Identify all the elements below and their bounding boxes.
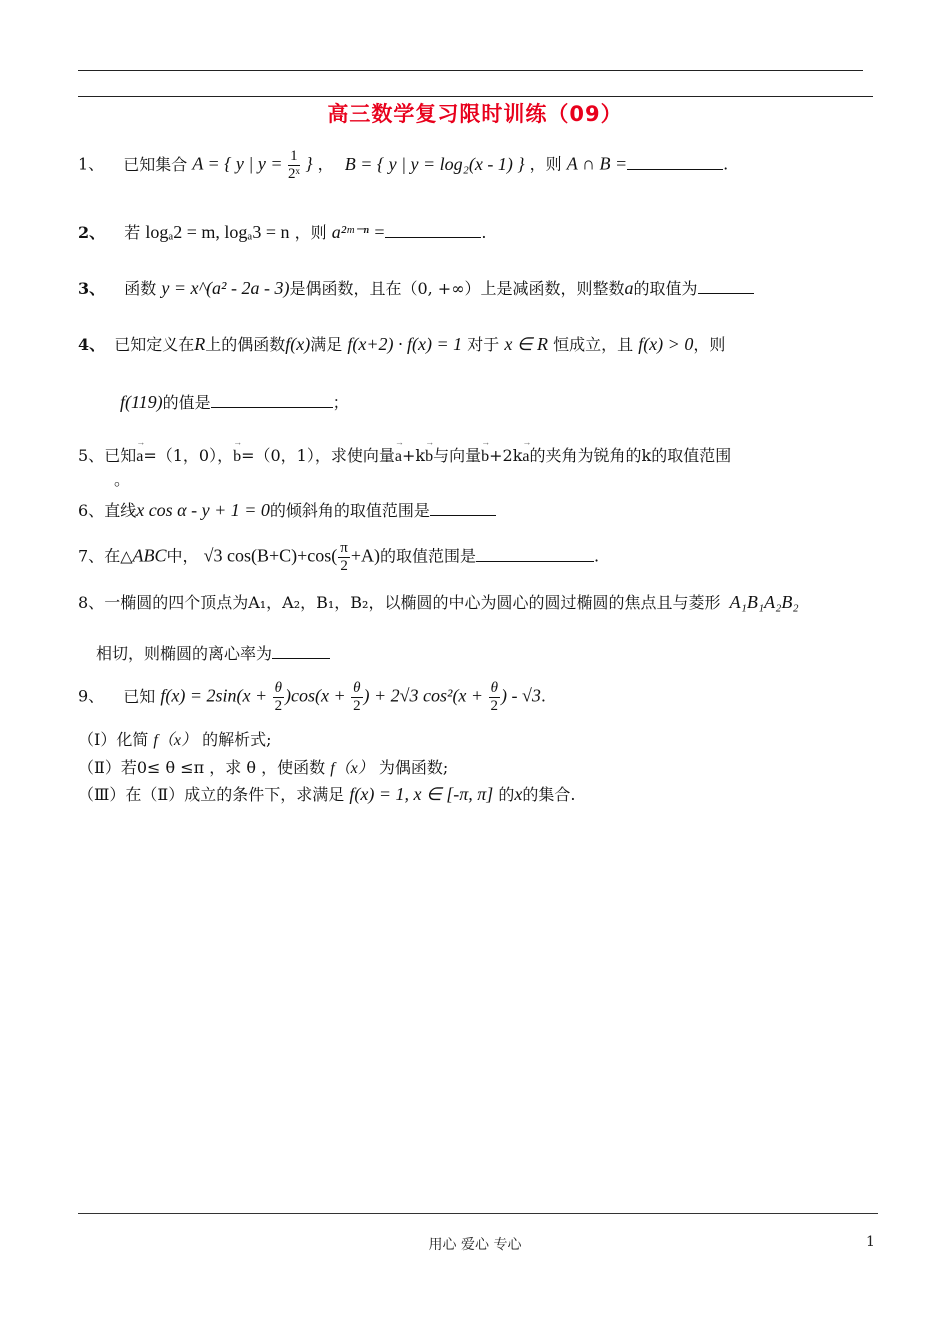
q1-number: 1、 <box>78 154 105 174</box>
q4-answer-blank[interactable] <box>211 406 333 408</box>
q6-expr: x cos α - y + 1 = 0 <box>136 500 270 520</box>
q1-fraction: $\frac{1}{\text{2ˣ}}$ <box>287 148 300 182</box>
q3-number: 3、 <box>78 279 106 298</box>
header-rule-bottom <box>78 96 873 97</box>
q9-expr: f(x) = 2sin(x + <box>160 685 272 706</box>
q1-text: 已知集合 <box>123 154 188 174</box>
question-4-line-2: f(119)的值是 ； <box>120 392 349 412</box>
q4-number: 4、 <box>78 335 106 354</box>
q7-fraction: $\frac{\pi}{2}$ <box>340 540 348 574</box>
question-6: 6、直线x cos α - y + 1 = 0的倾斜角的取值范围是 <box>78 500 496 522</box>
q1-set-a: A = { y | y = <box>192 153 287 174</box>
question-8-line-2: 相切，则椭圆的离心率为 <box>96 644 330 663</box>
question-2: 2、 若 logₐ2 = m, logₐ3 = n ，则 a²ᵐ⁻ⁿ = . <box>78 222 487 242</box>
question-5: 5、已知→ a=（1，0），→ b=（0，1），求使向量→ a+k→ b与向量→ b+2k→ a的夹角为锐角的k的取值范围 <box>78 446 731 466</box>
q1-answer-blank[interactable] <box>627 168 723 170</box>
q1-intersection: A ∩ B = <box>566 153 628 174</box>
q4-f119: f(119) <box>120 392 163 412</box>
page-title: 高三数学复习限时训练（09） <box>327 102 623 126</box>
q9-part-1: （Ⅰ）化简 f（x） 的解析式; <box>78 730 272 749</box>
question-8: 8、一椭圆的四个顶点为A₁，A₂，B₁，B₂，以椭圆的中心为圆心的圆过椭圆的焦点且与菱形 A₁B₁A₂B₂ <box>78 592 799 612</box>
question-1: 1、 已知集合 A = { y | y = $\frac{1}{\text{2ˣ}}$ } ， B = { y | y = log₂(x - 1) } ，则 A ∩ B = . <box>78 148 729 182</box>
header-rule-top <box>78 70 863 71</box>
footer-rule <box>78 1213 878 1214</box>
q3-answer-blank[interactable] <box>698 292 754 294</box>
footer-text: 用心 爱心 专心 <box>428 1237 522 1253</box>
question-9: 9、 已知 f(x) = 2sin(x + $\frac{\theta}{2}$ )cos(x + $\frac{\theta}{2}$ ) + 2√3 cos²(x + $\frac{\theta}{2}$ ) - √3. <box>78 680 546 714</box>
vector-b: → b <box>233 447 241 466</box>
q6-answer-blank[interactable] <box>430 514 496 516</box>
q9-part-3: （Ⅲ）在（Ⅱ）成立的条件下，求满足 f(x) = 1, x ∈ [-π, π] 的x的集合. <box>78 784 576 804</box>
q1-set-b: B = { y | y = log₂(x - 1) } <box>344 153 525 174</box>
q8-answer-blank[interactable] <box>272 657 330 659</box>
vector-a: → a <box>136 447 143 466</box>
question-3: 3、 函数 y = x^(a² - 2a - 3)是偶函数，且在（0, +∞）上是减函数，则整数a的取值为 <box>78 278 754 300</box>
q2-expr: logₐ2 = m, logₐ3 = n <box>145 222 290 242</box>
question-4: 4、 已知定义在R上的偶函数f(x)满足 f(x+2) · f(x) = 1 对于 x ∈ R 恒成立，且 f(x) > 0，则 <box>78 334 726 354</box>
q8-rhombus: A₁B₁A₂B₂ <box>729 592 799 612</box>
q9-part-2: （Ⅱ）若0≤ θ ≤π ，求 θ ，使函数 f（x） 为偶函数; <box>78 758 449 777</box>
q4-equation: f(x+2) · f(x) = 1 <box>347 334 463 354</box>
q2-number: 2、 <box>78 223 106 242</box>
q3-expr: y = x^(a² - 2a - 3) <box>161 278 290 298</box>
q7-answer-blank[interactable] <box>476 560 594 562</box>
q2-answer-blank[interactable] <box>385 236 481 238</box>
page-number: 1 <box>866 1234 875 1250</box>
question-7: 7、在△ABC中， √3 cos(B+C)+cos( $\frac{\pi}{2}$ +A)的取值范围是 . <box>78 540 600 574</box>
question-5-line-2: 。 <box>114 470 131 489</box>
q7-expr: √3 cos(B+C)+cos( <box>203 545 338 566</box>
q2-expr2: a²ᵐ⁻ⁿ = <box>331 222 386 242</box>
